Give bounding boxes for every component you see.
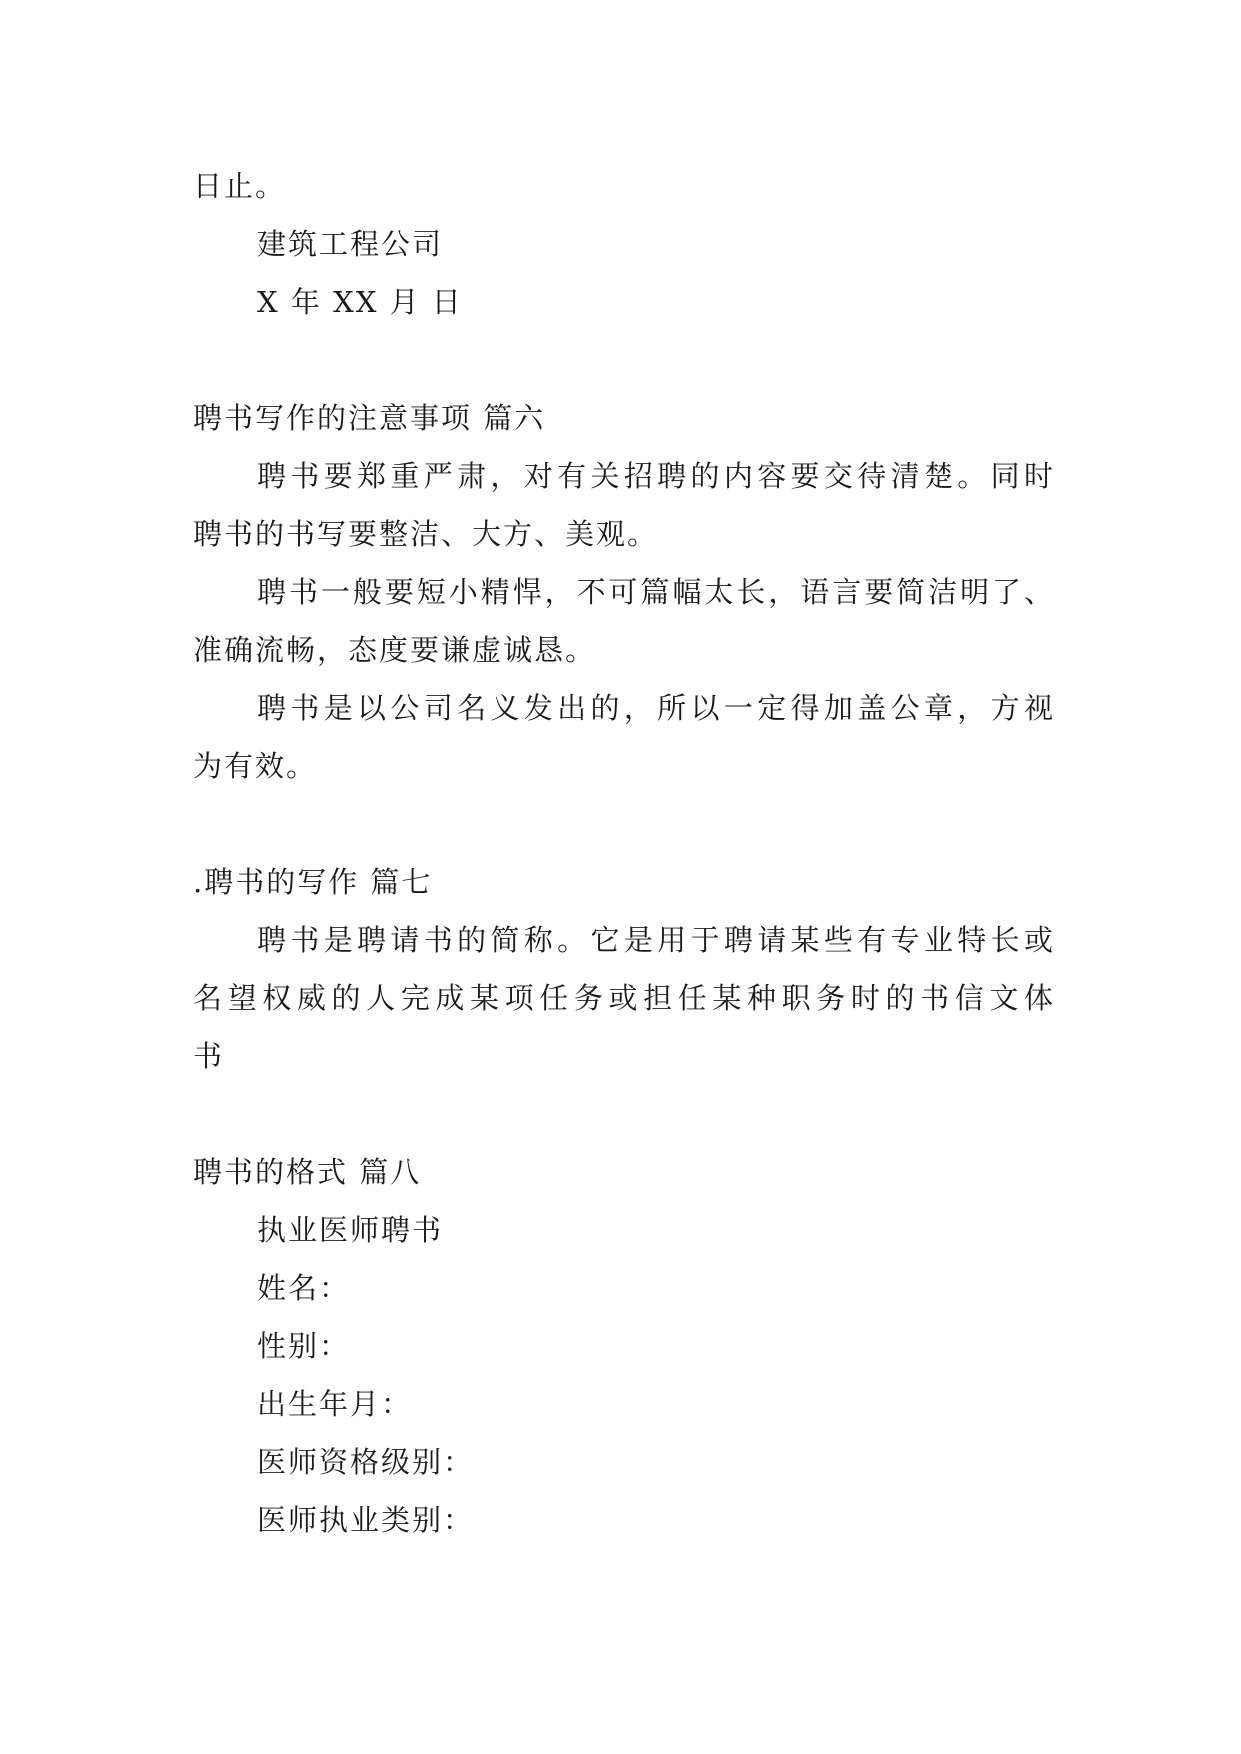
paragraph-line: 聘书一般要短小精悍，不可篇幅太长，语言要简洁明了、	[257, 575, 1055, 609]
paragraph-line: 为有效。	[193, 749, 318, 783]
date-line: X 年 XX 月 日	[257, 285, 463, 319]
field-label-gender: 性别：	[257, 1329, 351, 1363]
paragraph-line: 名望权威的人完成某项任务或担任某种职务时的书信文体	[193, 981, 1055, 1015]
company-name: 建筑工程公司	[257, 227, 444, 261]
section-heading-8: 聘书的格式 篇八	[193, 1155, 422, 1189]
paragraph-line: 聘书要郑重严肃，对有关招聘的内容要交待清楚。同时	[257, 459, 1055, 493]
section-heading-6: 聘书写作的注意事项 篇六	[193, 401, 546, 435]
certificate-title: 执业医师聘书	[257, 1213, 444, 1247]
paragraph-line: 书	[193, 1039, 225, 1073]
field-label-birth: 出生年月：	[257, 1387, 413, 1421]
paragraph-line: 准确流畅，态度要谦虚诚恳。	[193, 633, 597, 667]
paragraph-line: 聘书是聘请书的简称。它是用于聘请某些有专业特长或	[257, 923, 1055, 957]
paragraph-line: 聘书的书写要整洁、大方、美观。	[193, 517, 659, 551]
field-label-qualification: 医师资格级别：	[257, 1445, 475, 1479]
paragraph-line: 聘书是以公司名义发出的，所以一定得加盖公章，方视	[257, 691, 1055, 725]
section-heading-7: .聘书的写作 篇七	[193, 865, 433, 899]
field-label-name: 姓名：	[257, 1271, 351, 1305]
text-line-continuation: 日止。	[193, 169, 287, 203]
field-label-practice-type: 医师执业类别：	[257, 1503, 475, 1537]
